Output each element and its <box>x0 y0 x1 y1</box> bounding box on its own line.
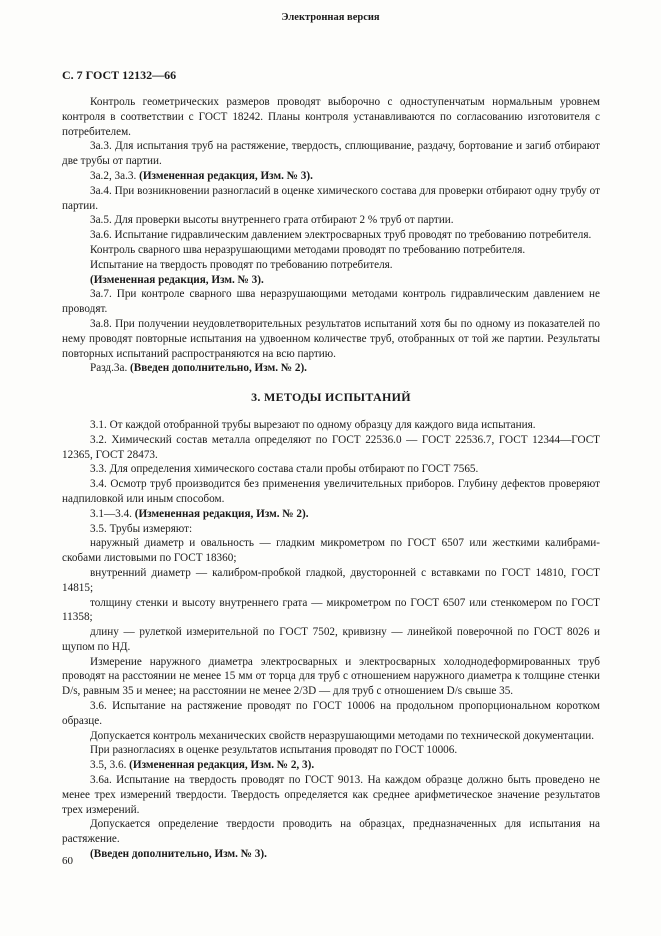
paragraph: 3.5, 3.6. (Измененная редакция, Изм. № 2, 3). <box>90 759 315 772</box>
paragraph: наружный диаметр и овальность — гладким микрометром по ГОСТ 6507 или жесткими калибрами-скобами листовыми по ГОСТ 18360; <box>62 537 600 565</box>
page-header: С. 7 ГОСТ 12132—66 <box>62 68 177 82</box>
paragraph <box>62 847 600 862</box>
section-3-text <box>62 418 600 862</box>
paragraph: 3.1. От каждой отобранной трубы вырезают по одному образцу для каждого вида испытания. <box>90 418 536 431</box>
paragraph: При разногласиях в оценке результатов испытания проводят по ГОСТ 10006. <box>90 744 458 757</box>
paragraph <box>62 273 600 288</box>
paragraph: 3а.6. Испытание гидравлическим давлением электросварных труб проводят по требованию потребителя. <box>90 229 592 242</box>
paragraph: 3а.3. Для испытания труб на растяжение, твердость, сплющивание, раздачу, бортование и загиб отбирают две трубы от партии. <box>62 140 600 168</box>
paragraph: толщину стенки и высоту внутреннего грата — микрометром по ГОСТ 6507 или стенкомером по ГОСТ 11358; <box>62 596 600 624</box>
paragraph: 3.6. Испытание на растяжение проводят по ГОСТ 10006 на продольном пропорциональном коротком образце. <box>62 700 600 727</box>
section-3a-text <box>62 95 600 376</box>
paragraph: 3а.2, 3а.3. (Измененная редакция, Изм. № 3). <box>90 169 313 182</box>
section-title: 3. МЕТОДЫ ИСПЫТАНИЙ <box>251 390 411 405</box>
edition-label: Электронная версия <box>281 12 380 23</box>
page-number: 60 <box>62 855 73 867</box>
paragraph: 3.2. Химический состав металла определяют по ГОСТ 22536.0 — ГОСТ 22536.7, ГОСТ 12344—ГОСТ 12365, ГОСТ 28473. <box>62 433 600 461</box>
paragraph: 3.3. Для определения химического состава стали пробы отбирают по ГОСТ 7565. <box>90 463 479 476</box>
paragraph: 3а.5. Для проверки высоты внутреннего грата отбирают 2 % труб от партии. <box>90 214 454 227</box>
amendment-note: (Измененная редакция, Изм. № 2, 3). <box>129 759 315 772</box>
paragraph: Контроль геометрических размеров проводят выборочно с одноступенчатым нормальным уровнем контроля в соответствии с ГОСТ 18242. Планы контроля устанавливаются по согласованию изготовителя с потребителем. <box>62 96 600 138</box>
document-body <box>62 95 600 862</box>
paragraph: Измерение наружного диаметра электросварных и электросварных холоднодеформированных труб проводят на расстоянии не менее 15 мм от торца для труб с отношением наружного диаметра к толщине стенки D/s, равным 35 и менее; на расстоянии не менее 2/3D — для труб с отношением D/s свыше 35. <box>62 655 600 698</box>
amendment-note: (Введен дополнительно, Изм. № 2). <box>130 362 307 375</box>
paragraph: 3.1—3.4. (Измененная редакция, Изм. № 2). <box>90 507 309 520</box>
amendment-note: (Измененная редакция, Изм. № 3). <box>90 273 264 286</box>
paragraph: Допускается определение твердости проводить на образцах, предназначенных для испытания на растяжение. <box>62 818 600 846</box>
amendment-note: (Измененная редакция, Изм. № 2). <box>134 507 309 520</box>
paragraph: 3а.8. При получении неудовлетворительных результатов испытаний хотя бы по одному из показателей по нему проводят повторные испытания на удвоенном количестве труб, отобранных от той же партии. Результаты повторных испытаний распространяются на всю партию. <box>62 317 600 360</box>
paragraph: Разд.3а. (Введен дополнительно, Изм. № 2). <box>90 362 307 375</box>
paragraph: Испытание на твердость проводят по требованию потребителя. <box>90 258 393 271</box>
paragraph: Допускается контроль механических свойств неразрушающими методами по технической документации. <box>90 729 594 742</box>
paragraph: внутренний диаметр — калибром-пробкой гладкой, двусторонней с вставками по ГОСТ 14810, ГОСТ 14815; <box>62 566 600 594</box>
paragraph: 3.4. Осмотр труб производится без применения увеличительных приборов. Глубину дефектов проверяют надпиловкой или иным способом. <box>62 478 600 505</box>
paragraph: 3а.7. При контроле сварного шва неразрушающими методами контроль гидравлическим давлением не проводят. <box>62 288 600 316</box>
paragraph: длину — рулеткой измерительной по ГОСТ 7502, кривизну — линейкой поверочной по ГОСТ 8026 и щупом по НД. <box>62 626 600 653</box>
paragraph: 3.5. Трубы измеряют: <box>90 522 193 535</box>
paragraph: Контроль сварного шва неразрушающими методами проводят по требованию потребителя. <box>90 243 526 256</box>
amendment-note: (Введен дополнительно, Изм. № 3). <box>90 848 267 861</box>
paragraph: 3а.4. При возникновении разногласий в оценке химического состава для проверки отбирают одну трубу от партии. <box>62 184 600 212</box>
amendment-note: (Измененная редакция, Изм. № 3). <box>139 169 313 182</box>
paragraph: 3.6а. Испытание на твердость проводят по ГОСТ 9013. На каждом образце должно быть проведено не менее трех измерений твердости. Твердость определяется как среднее арифметическое значение результатов трех измерений. <box>62 774 600 816</box>
